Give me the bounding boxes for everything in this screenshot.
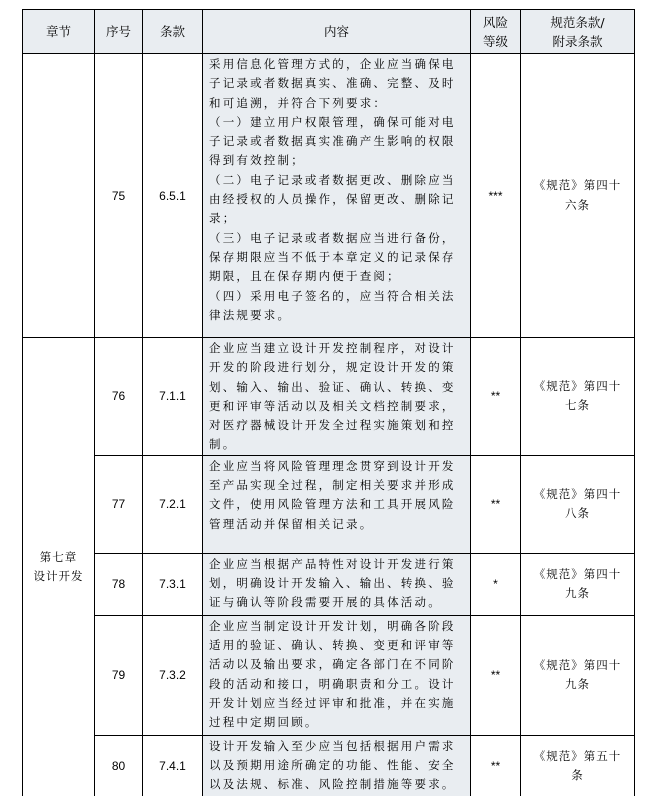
content-line: 采用信息化管理方式的，企业应当确保电 [209,57,456,71]
content-line: 保存期限应当不低于本章定义的记录保存 [209,249,456,264]
ref-line: 九条 [565,677,590,692]
content-line: 子记录或者数据真实、准确、完整、及时 [209,76,456,91]
content-line: （一）建立用户权限管理，确保可能对电 [209,114,456,129]
seq-cell: 79 [95,615,143,735]
content-line: 开发计划应当经过评审和批准，并在实施 [209,695,456,710]
risk-cell: ** [471,455,521,553]
content-line: 活动以及输出要求，确定各部门在不同阶 [209,657,456,672]
content-line: 录； [209,211,237,226]
ref-cell [521,735,635,796]
ref-line: 九条 [565,586,590,601]
content-line: 由经授权的人员操作，保留更改、删除记 [209,192,456,207]
risk-cell: *** [471,54,521,338]
header-row [23,10,635,54]
ref-cell [521,615,635,735]
content-cell[interactable] [203,338,471,456]
table-row [23,338,635,456]
content-line: 对医疗器械设计开发全过程实施策划和控 [209,418,456,433]
ref-line: 八条 [565,506,590,521]
ref-line: 七条 [565,398,590,413]
clause-cell: 7.3.2 [143,615,203,735]
content-line: 管理活动并保留相关记录。 [209,516,374,531]
content-line: （三）电子记录或者数据应当进行备份， [209,230,456,245]
seq-cell: 80 [95,735,143,796]
clause-cell: 7.2.1 [143,455,203,553]
chapter-line: 设计开发 [33,569,84,584]
content-line: 期限，且在保存期内便于查阅； [209,269,401,284]
chapter-cell [23,54,95,338]
content-line: （二）电子记录或者数据更改、删除应当 [209,172,456,187]
clause-cell: 6.5.1 [143,54,203,338]
content-line: 过程中定期回顾。 [209,715,319,730]
content-line: 段的活动和接口，明确职责和分工。设计 [209,676,456,691]
content-cell[interactable] [203,54,471,338]
risk-cell: ** [471,735,521,796]
chapter-line: 第七章 [39,550,78,565]
content-line: 划、输入、输出、验证、确认、转换、变 [209,379,456,394]
ref-line: 条 [571,768,584,783]
table-row [23,455,635,553]
header-clause: 条款 [143,10,203,54]
content-line: 企业应当建立设计开发控制程序，对设计 [209,341,456,355]
regulation-table [22,9,635,796]
content-cell[interactable] [203,615,471,735]
content-line: 划，明确设计开发输入、输出、转换、验 [209,576,456,591]
content-line: 制。 [209,437,237,452]
ref-cell [521,455,635,553]
table-row [23,54,635,338]
header-ref-line: 规范条款/ [550,14,605,30]
header-ref [521,10,635,54]
ref-line: 《规范》第四十 [533,486,622,501]
content-cell[interactable] [203,455,471,553]
table-row [23,615,635,735]
content-line: 更和评审等活动以及相关文档控制要求， [209,398,456,413]
risk-cell: * [471,553,521,615]
ref-cell [521,338,635,456]
ref-line: 《规范》第四十 [533,657,622,672]
header-chapter: 章节 [23,10,95,54]
content-line: 开发的阶段进行划分，规定设计开发的策 [209,360,456,375]
table-row [23,553,635,615]
content-line: 设计开发输入至少应当包括根据用户需求 [209,738,456,753]
content-line: 企业应当制定设计开发计划，明确各阶段 [209,618,456,633]
content-line: 和可追溯，并符合下列要求： [209,95,388,110]
ref-cell [521,553,635,615]
content-cell[interactable] [203,735,471,796]
header-risk-line: 风险 [482,14,508,30]
seq-cell: 77 [95,455,143,553]
content-line: 以及预期用途所确定的功能、性能、安全 [209,758,456,773]
ref-line: 《规范》第四十 [533,566,622,581]
content-line: 得到有效控制； [209,153,305,168]
header-ref-line: 附录条款 [552,33,603,49]
risk-cell: ** [471,615,521,735]
seq-cell: 75 [95,54,143,338]
risk-cell: ** [471,338,521,456]
table-row [23,735,635,796]
header-risk-line: 等级 [482,33,508,49]
clause-cell: 7.1.1 [143,338,203,456]
ref-line: 六条 [565,197,590,212]
ref-line: 《规范》第四十 [533,178,622,193]
seq-cell: 76 [95,338,143,456]
content-cell[interactable] [203,553,471,615]
content-line: 子记录或者数据真实准确产生影响的权限 [209,134,456,149]
content-line: 证与确认等阶段需要开展的具体活动。 [209,595,442,610]
ref-cell [521,54,635,338]
ref-line: 《规范》第五十 [533,748,622,763]
content-line: 以及法规、标准、风险控制措施等要求。 [209,777,456,792]
header-content: 内容 [203,10,471,54]
chapter-cell [23,338,95,796]
header-seq: 序号 [95,10,143,54]
text-cursor [634,54,635,68]
clause-cell: 7.4.1 [143,735,203,796]
header-risk [471,10,521,54]
seq-cell: 78 [95,553,143,615]
content-line: 律法规要求。 [209,307,292,322]
content-line: 适用的验证、确认、转换、变更和评审等 [209,638,456,653]
content-line: 至产品实现全过程，制定相关要求并形成 [209,478,456,493]
content-line: 企业应当根据产品特性对设计开发进行策 [209,556,456,571]
clause-cell: 7.3.1 [143,553,203,615]
content-line: 文件，使用风险管理方法和工具开展风险 [209,497,456,512]
ref-line: 《规范》第四十 [533,379,622,394]
content-line: （四）采用电子签名的，应当符合相关法 [209,288,456,303]
content-line: 企业应当将风险管理理念贯穿到设计开发 [209,458,456,473]
